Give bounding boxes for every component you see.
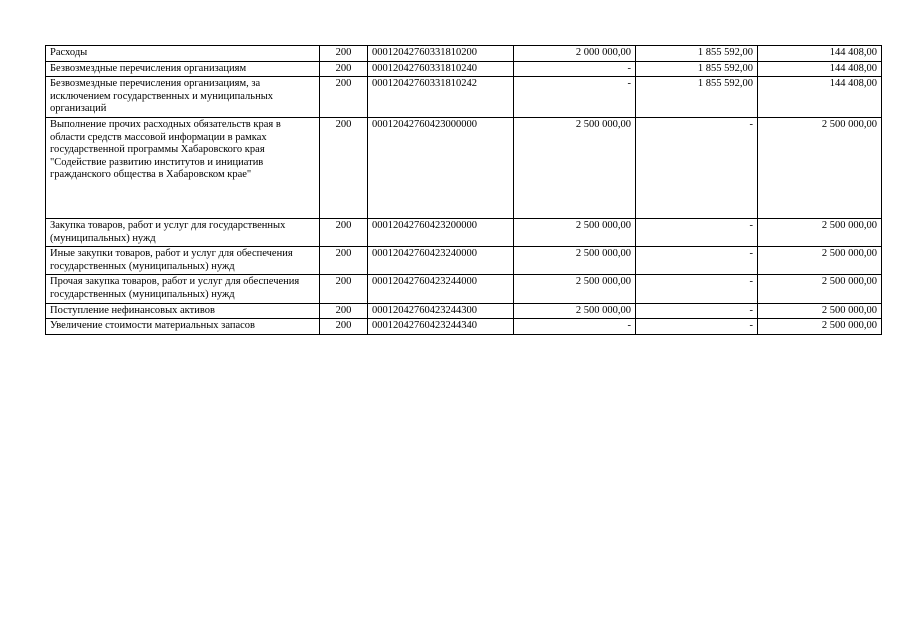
row-executed-cell: - [636, 303, 758, 319]
row-kbk-cell: 00012042760423244340 [368, 319, 514, 335]
row-code-cell: 200 [320, 247, 368, 275]
row-executed-cell: 1 855 592,00 [636, 46, 758, 62]
row-code-cell: 200 [320, 319, 368, 335]
row-executed-cell: - [636, 117, 758, 218]
row-remaining-cell: 2 500 000,00 [758, 247, 882, 275]
row-kbk-cell: 00012042760423244000 [368, 275, 514, 303]
row-code-cell: 200 [320, 275, 368, 303]
row-name-cell: Безвозмездные перечисления организациям, за исключением государственных и муниципальных организаций [46, 77, 320, 118]
row-name-cell: Увеличение стоимости материальных запасов [46, 319, 320, 335]
row-plan-cell: 2 500 000,00 [514, 117, 636, 218]
row-remaining-cell: 2 500 000,00 [758, 319, 882, 335]
row-name-cell: Безвозмездные перечисления организациям [46, 61, 320, 77]
row-plan-cell: 2 500 000,00 [514, 247, 636, 275]
table-row [46, 46, 882, 62]
row-remaining-cell: 2 500 000,00 [758, 275, 882, 303]
table-row [46, 117, 882, 218]
table-row [46, 303, 882, 319]
row-name-cell: Поступление нефинансовых активов [46, 303, 320, 319]
row-name-cell: Иные закупки товаров, работ и услуг для обеспечения государственных (муниципальных) нужд [46, 247, 320, 275]
row-kbk-cell: 00012042760423240000 [368, 247, 514, 275]
table-row [46, 61, 882, 77]
row-executed-cell: - [636, 275, 758, 303]
row-kbk-cell: 00012042760423244300 [368, 303, 514, 319]
row-plan-cell: - [514, 319, 636, 335]
row-name-cell: Закупка товаров, работ и услуг для государственных (муниципальных) нужд [46, 218, 320, 246]
row-executed-cell: 1 855 592,00 [636, 77, 758, 118]
row-remaining-cell: 2 500 000,00 [758, 218, 882, 246]
row-executed-cell: 1 855 592,00 [636, 61, 758, 77]
row-plan-cell: - [514, 61, 636, 77]
row-remaining-cell: 2 500 000,00 [758, 117, 882, 218]
row-code-cell: 200 [320, 61, 368, 77]
row-executed-cell: - [636, 247, 758, 275]
row-plan-cell: 2 000 000,00 [514, 46, 636, 62]
row-kbk-cell: 00012042760331810240 [368, 61, 514, 77]
row-executed-cell: - [636, 319, 758, 335]
row-plan-cell: 2 500 000,00 [514, 218, 636, 246]
row-plan-cell: 2 500 000,00 [514, 303, 636, 319]
row-code-cell: 200 [320, 218, 368, 246]
row-code-cell: 200 [320, 46, 368, 62]
row-code-cell: 200 [320, 303, 368, 319]
expenditure-table [45, 45, 882, 335]
row-code-cell: 200 [320, 117, 368, 218]
row-remaining-cell: 144 408,00 [758, 46, 882, 62]
table-row [46, 247, 882, 275]
row-remaining-cell: 144 408,00 [758, 61, 882, 77]
row-kbk-cell: 00012042760331810200 [368, 46, 514, 62]
row-kbk-cell: 00012042760423000000 [368, 117, 514, 218]
row-name-cell: Выполнение прочих расходных обязательств края в области средств массовой информации в рамках государственной программы Хабаровского края "Содействие развитию институтов и инициатив гражданского общества в Хабаровском крае" [46, 117, 320, 218]
row-code-cell: 200 [320, 77, 368, 118]
row-remaining-cell: 144 408,00 [758, 77, 882, 118]
row-plan-cell: - [514, 77, 636, 118]
table-row [46, 319, 882, 335]
row-executed-cell: - [636, 218, 758, 246]
table-row [46, 275, 882, 303]
row-kbk-cell: 00012042760331810242 [368, 77, 514, 118]
row-plan-cell: 2 500 000,00 [514, 275, 636, 303]
row-name-cell: Расходы [46, 46, 320, 62]
table-row [46, 218, 882, 246]
table-row [46, 77, 882, 118]
row-remaining-cell: 2 500 000,00 [758, 303, 882, 319]
row-name-cell: Прочая закупка товаров, работ и услуг для обеспечения государственных (муниципальных) нужд [46, 275, 320, 303]
row-kbk-cell: 00012042760423200000 [368, 218, 514, 246]
